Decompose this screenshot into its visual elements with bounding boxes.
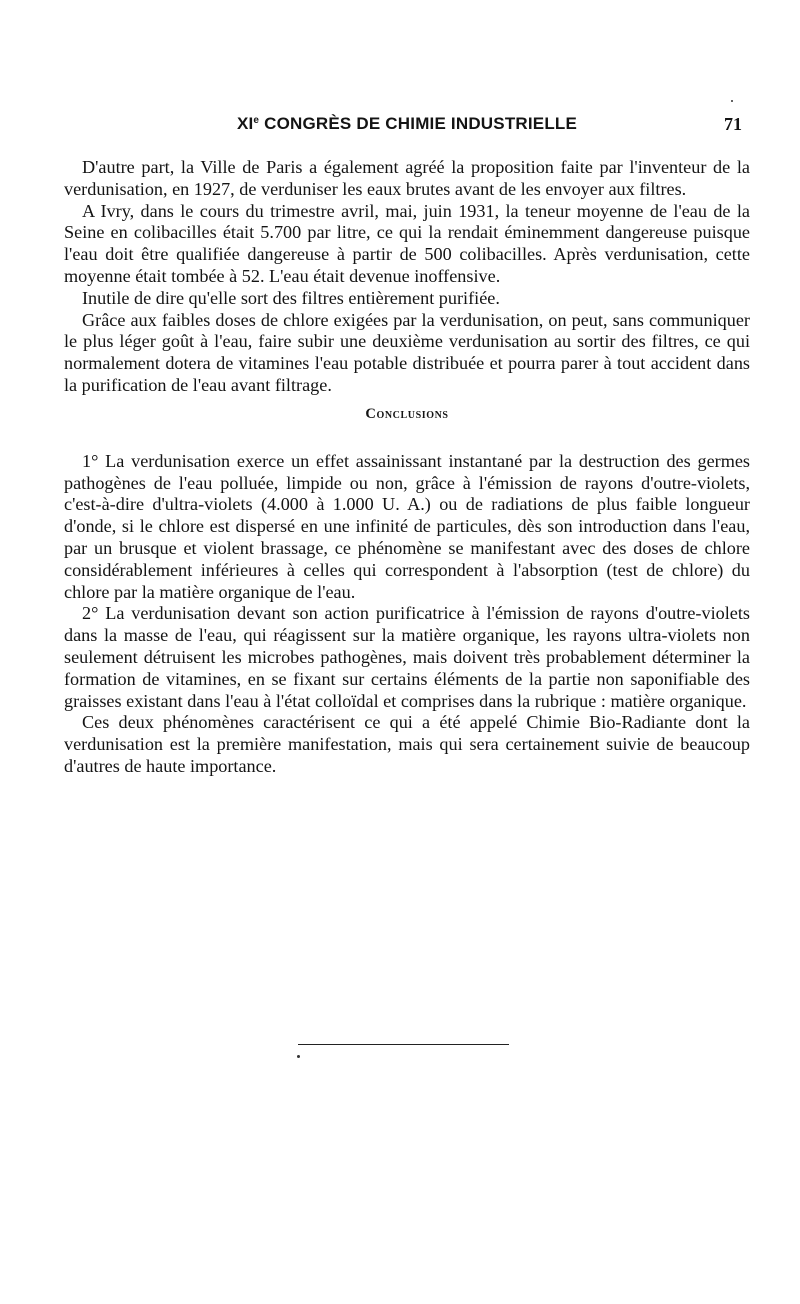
paragraph-ivry: A Ivry, dans le cours du trimestre avril, mai, juin 1931, la teneur moyenne de l'eau de la Seine en colibacilles était 5.700 par litre, ce qui la rendait éminemment dangereuse puisque l'eau doit être qualifiée dangereuse à partir de 500 colibacilles. Après verdunisation, cette moyenne était tombée à 52. L'eau était devenue inoffensive.: [64, 200, 750, 286]
page-number: 71: [724, 114, 742, 134]
running-title: [64, 114, 750, 134]
running-title-rest: CONGRÈS DE CHIMIE INDUSTRIELLE: [259, 114, 578, 133]
paragraph-filters-purified: Inutile de dire qu'elle sort des filtres entièrement purifiée.: [82, 287, 500, 308]
paragraph-final: Ces deux phénomènes caractérisent ce qui a été appelé Chimie Bio-Radiante dont la verdunisation est la première manifestation, mais qui sera certainement suivie de beaucoup d'autres de haute importance.: [64, 712, 750, 776]
paragraph-conclusion-1: 1° La verdunisation exerce un effet assainissant instantané par la destruction des germes pathogènes de l'eau polluée, limpide ou non, grâce à l'émission de rayons d'outre-violets, c'est-à-dire d'ultra-violets (4.000 à 1.000 U. A.) ou de radiations de plus faible longueur d'onde, si le chlore est dispersé en une infinité de particules, dès son introduction dans l'eau, par un brusque et violent brassage, ce phénomène se manifestant avec des doses de chlore considérablement inférieures à celles qui correspondent à l'absorption (test de chlore) du chlore par la matière organique de l'eau.: [64, 450, 750, 602]
print-speck: [297, 1055, 300, 1058]
running-title-superscript: e: [253, 115, 260, 126]
end-rule: [298, 1044, 509, 1045]
body-text: [64, 157, 750, 778]
section-heading-conclusions: Conclusions: [365, 405, 449, 422]
print-speck: [731, 100, 733, 102]
paragraph-conclusion-2: 2° La verdunisation devant son action purificatrice à l'émission de rayons d'outre-violets dans la masse de l'eau, qui réagissent sur la matière organique, les rayons ultra-violets non seulement détruisent les microbes pathogènes, mais doivent très probablement déterminer la formation de vitamines, en se fixant sur certains éléments de la partie non saponifiable des graisses existant dans l'eau à l'état colloïdal et comprises dans la rubrique : matière organique.: [64, 603, 750, 711]
running-title-prefix: XI: [236, 114, 254, 133]
paragraph-paris-filters: D'autre part, la Ville de Paris a également agréé la proposition faite par l'inventeur de la verdunisation, en 1927, de verduniser les eaux brutes avant de les envoyer aux filtres.: [64, 157, 750, 199]
paragraph-second-verdunisation: Grâce aux faibles doses de chlore exigées par la verdunisation, on peut, sans communiquer le plus léger goût à l'eau, faire subir une deuxième verdunisation au sortir des filtres, ce qui normalement dotera de vitamines l'eau potable distribuée et pourra parer à tout accident dans la purification de l'eau avant filtrage.: [64, 309, 750, 395]
page-header: [64, 114, 750, 138]
